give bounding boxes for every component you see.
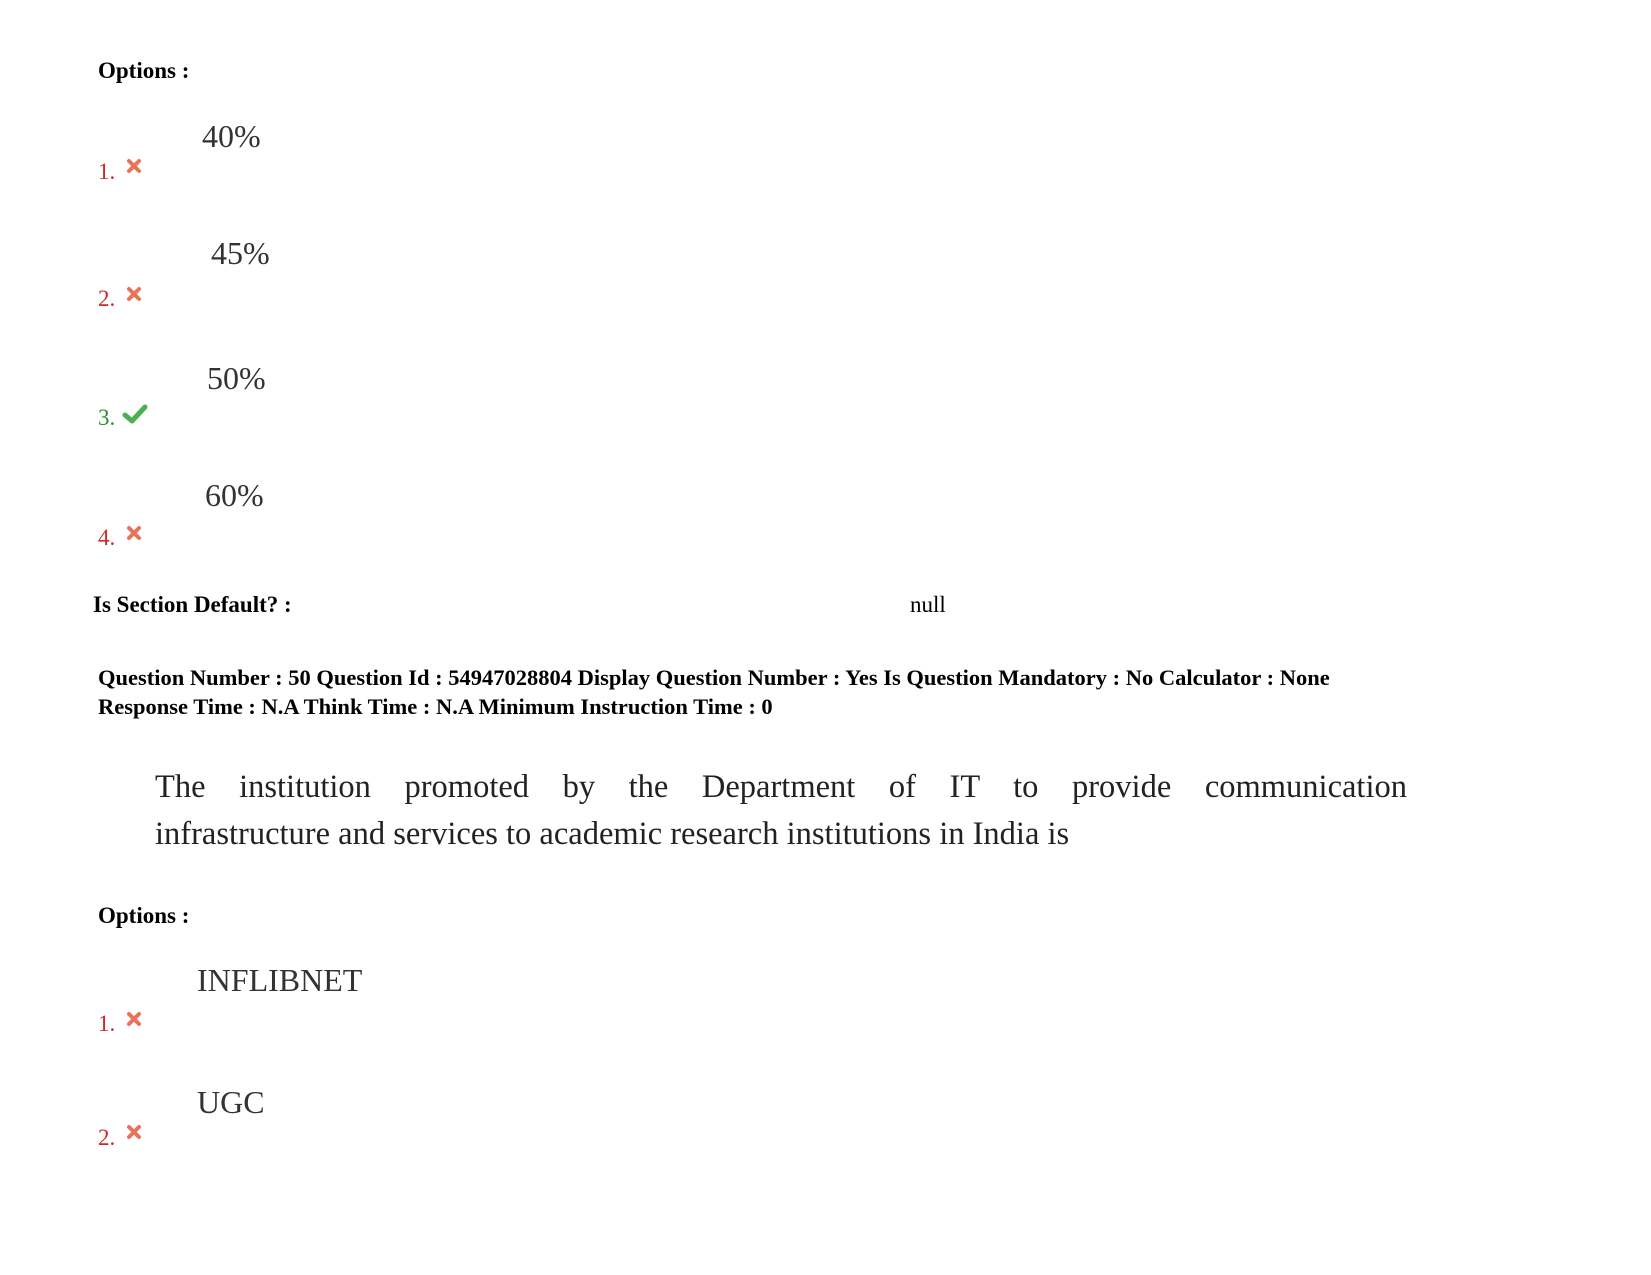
option-number: 1. [98, 1011, 116, 1036]
cross-icon [126, 1011, 142, 1032]
question-text [155, 764, 1407, 858]
option-value: 60% [205, 477, 264, 513]
section-default-label: Is Section Default? : [93, 592, 292, 617]
section-default-value: null [910, 592, 946, 617]
cross-icon [126, 525, 142, 546]
options-label: Options : [98, 58, 190, 83]
question-meta-line-2: Response Time : N.A Think Time : N.A Minimum Instruction Time : 0 [98, 694, 773, 719]
question-text-line-2: infrastructure and services to academic research institutions in India is [155, 816, 1070, 852]
option-number: 3. [98, 405, 116, 430]
check-icon [122, 403, 148, 430]
option-value: INFLIBNET [197, 962, 363, 998]
option-number: 4. [98, 525, 116, 550]
option-number: 2. [98, 286, 116, 311]
cross-icon [126, 286, 142, 307]
option-value: UGC [197, 1084, 265, 1120]
option-number: 1. [98, 159, 116, 184]
option-value: 45% [211, 235, 270, 271]
option-value: 40% [202, 118, 261, 154]
option-value: 50% [207, 360, 266, 396]
options-label: Options : [98, 903, 190, 928]
question-meta-line-1: Question Number : 50 Question Id : 54947028804 Display Question Number : Yes Is Question Mandatory : No Calculator : None [98, 665, 1330, 690]
cross-icon [126, 1124, 142, 1145]
cross-icon [126, 158, 142, 179]
question-text-line-1: The institution promoted by the Department of IT to provide communication [155, 769, 1407, 805]
option-number: 2. [98, 1125, 116, 1150]
